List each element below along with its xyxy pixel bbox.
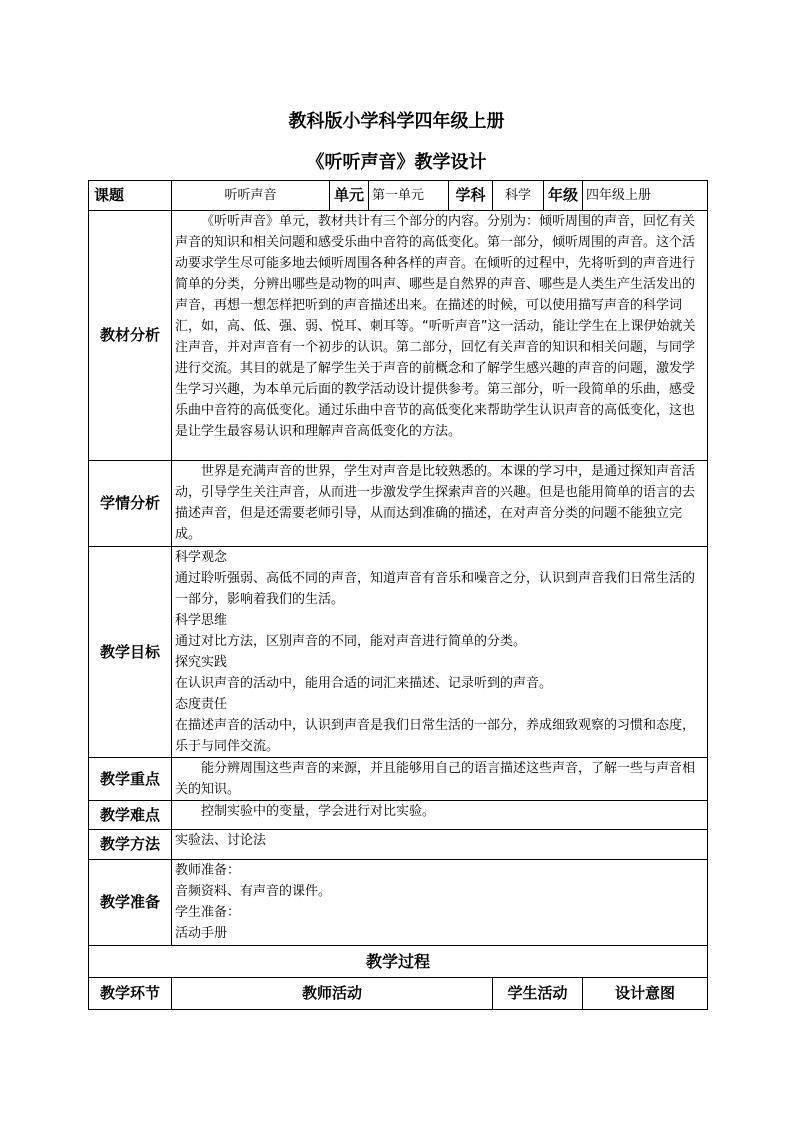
objectives-label: 教学目标	[89, 547, 172, 758]
grade-label: 年级	[544, 181, 583, 211]
unit-label: 单元	[330, 181, 369, 211]
objective-heading-attitude: 态度责任	[175, 697, 228, 712]
objective-heading-concept: 科学观念	[175, 550, 228, 565]
difficulties-row	[89, 801, 708, 830]
preparation-label: 教学准备	[89, 860, 172, 946]
col-student-header: 学生活动	[493, 978, 583, 1010]
methods-row	[89, 830, 708, 860]
preparation-teacher-items: 音频资料、有声音的课件。	[175, 884, 332, 899]
col-teacher-header: 教师活动	[172, 978, 493, 1010]
process-title-row	[89, 946, 708, 978]
objective-text-practice: 在认识声音的活动中，能用合适的词汇来描述、记录听到的声音。	[175, 676, 553, 691]
preparation-row	[89, 860, 708, 946]
material-analysis-label: 教材分析	[89, 211, 172, 461]
key-points-label: 教学重点	[89, 758, 172, 801]
grade-value: 四年级上册	[583, 181, 708, 211]
learner-analysis-text: 世界是充满声音的世界，学生对声音是比较熟悉的。本课的学习中，是通过探知声音活动，引导学生关注声音，从而进一步激发学生探索声音的兴趣。但是也能用简单的语言的去描述声音，但是还需要老师引导，从而达到准确的描述，在对声音分类的问题不能独立完成。	[175, 464, 696, 542]
document-subtitle: 《听听声音》教学设计	[306, 152, 487, 173]
info-row	[89, 181, 708, 211]
learner-analysis-label: 学情分析	[89, 461, 172, 547]
material-analysis-row	[89, 211, 708, 461]
lesson-plan-table	[88, 180, 708, 1010]
objectives-row	[89, 547, 708, 758]
subject-value: 科学	[493, 181, 544, 211]
process-header-row	[89, 978, 708, 1010]
methods-label: 教学方法	[89, 830, 172, 860]
col-intent-header: 设计意图	[583, 978, 708, 1010]
preparation-teacher-heading: 教师准备：	[175, 863, 241, 878]
key-points-row	[89, 758, 708, 801]
difficulties-label: 教学难点	[89, 801, 172, 830]
objective-text-attitude: 在描述声音的活动中，认识到声音是我们日常生活的一部分，养成细致观察的习惯和态度，乐于与同伴交流。	[175, 718, 696, 754]
objective-heading-thinking: 科学思维	[175, 613, 228, 628]
preparation-student-heading: 学生准备：	[175, 905, 241, 920]
methods-text: 实验法、讨论法	[172, 830, 708, 860]
objective-text-thinking: 通过对比方法，区别声音的不同，能对声音进行简单的分类。	[175, 634, 527, 649]
preparation-student-items: 活动手册	[175, 926, 228, 941]
document-title: 教科版小学科学四年级上册	[288, 111, 505, 132]
unit-value: 第一单元	[369, 181, 449, 211]
difficulties-text: 控制实验中的变量，学会进行对比实验。	[201, 804, 436, 819]
topic-label: 课题	[89, 181, 172, 211]
objective-heading-practice: 探究实践	[175, 655, 228, 670]
process-title: 教学过程	[89, 946, 708, 978]
objective-text-concept: 通过聆听强弱、高低不同的声音，知道声音有音乐和噪音之分，认识到声音我们日常生活的一部分，影响着我们的生活。	[175, 571, 696, 607]
learner-analysis-row	[89, 461, 708, 547]
topic-value: 听听声音	[172, 181, 330, 211]
col-stage-header: 教学环节	[89, 978, 172, 1010]
material-analysis-text: 《听听声音》单元，教材共计有三个部分的内容。分别为：倾听周围的声音，回忆有关声音的知识和相关问题和感受乐曲中音符的高低变化。第一部分，倾听周围的声音。这个活动要求学生尽可能多地去倾听周围各种各样的声音。在倾听的过程中，先将听到的声音进行简单的分类，分辨出哪些是动物的叫声、哪些是自然界的声音、哪些是人类生产生活发出的声音，再想一想怎样把听到的声音描述出来。在描述的时候，可以使用描写声音的科学词汇，如，高、低、强、弱、悦耳、刺耳等。“听听声音”这一活动，能让学生在上课伊始就关注声音，并对声音有一个初步的认识。第二部分，回忆有关声音的知识和相关问题，与同学进行交流。其目的就是了解学生关于声音的前概念和了解学生感兴趣的声音的问题，激发学生学习兴趣，为本单元后面的教学活动设计提供参考。第三部分，听一段简单的乐曲，感受乐曲中音符的高低变化。通过乐曲中音节的高低变化来帮助学生认识声音的高低变化，这也是让学生最容易认识和理解声音高低变化的方法。	[175, 214, 696, 439]
subject-label: 学科	[449, 181, 493, 211]
key-points-text: 能分辨周围这些声音的来源，并且能够用自己的语言描述这些声音，了解一些与声音相关的知识。	[175, 761, 696, 797]
